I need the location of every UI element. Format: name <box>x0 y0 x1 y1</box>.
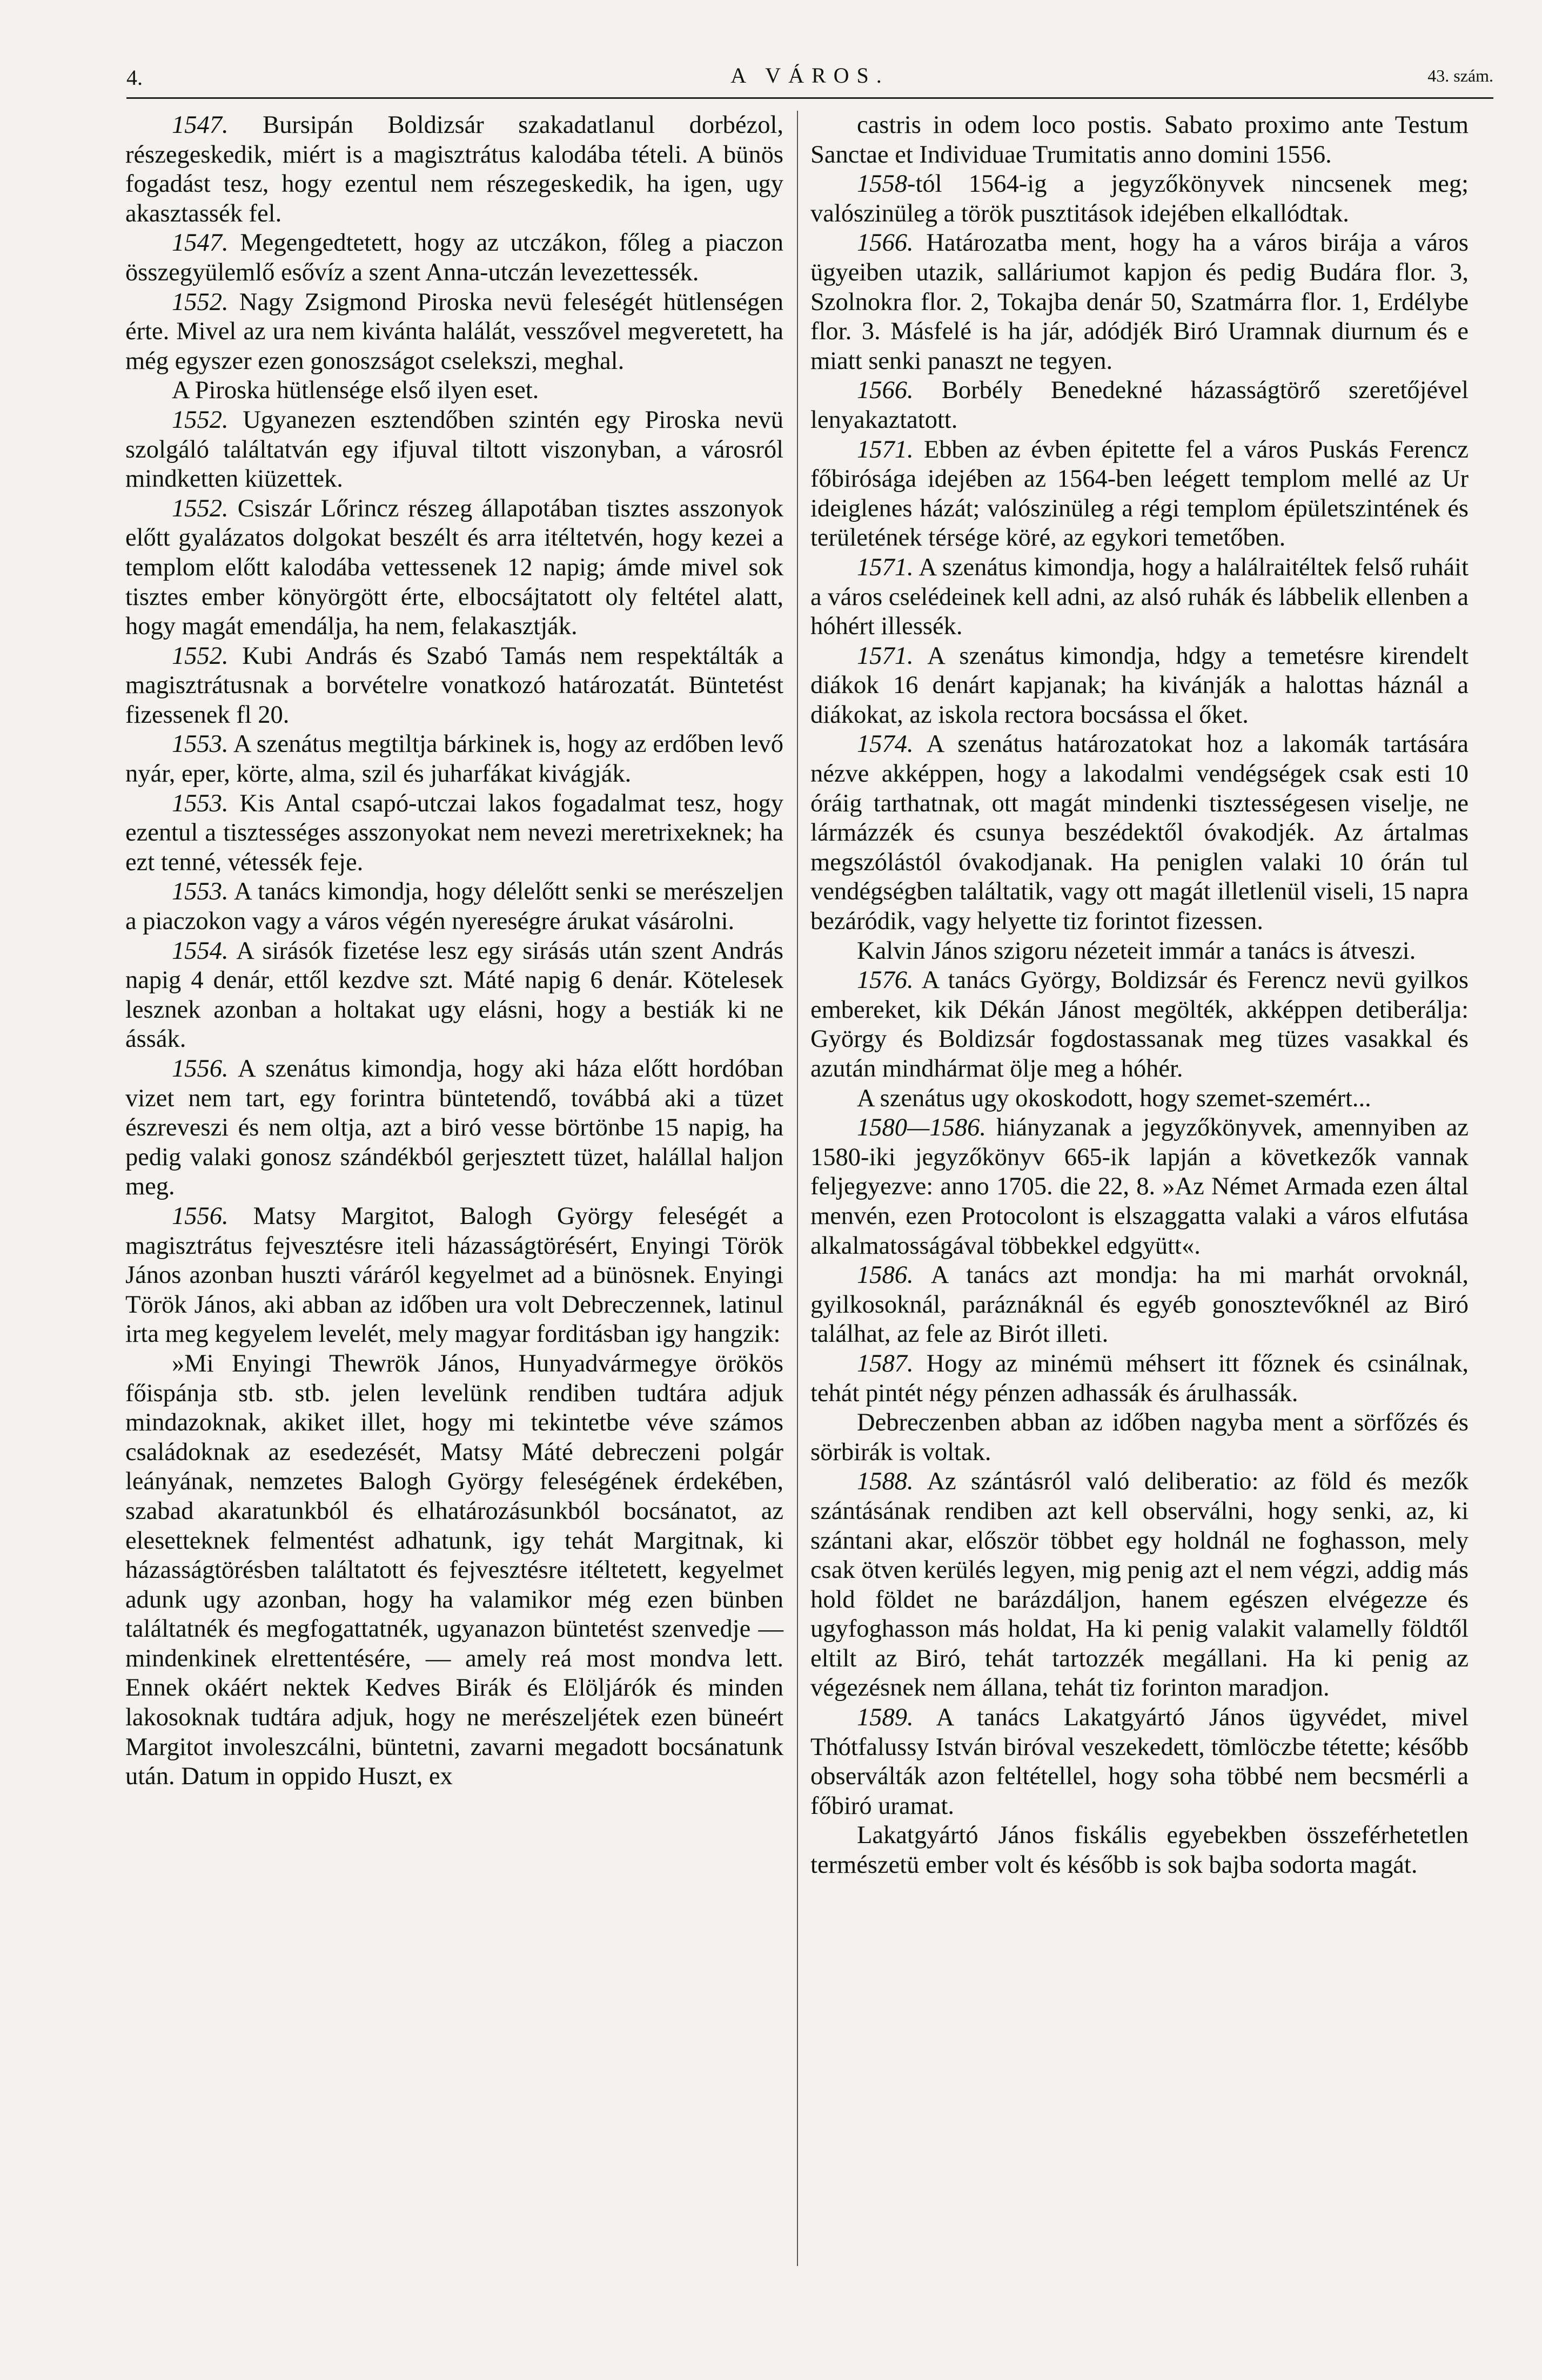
entry-year: 1576. <box>857 966 914 994</box>
paragraph <box>810 730 1469 936</box>
entry-text: Bursipán Boldizsár szakadatlanul dorbézol, részegeskedik, miért is a magisztrátus kalodába tételi. A bünös fogadást tesz, hogy ezentul nem részegeskedik, ha igen, ugy akasztassék fel. <box>125 111 783 227</box>
entry-text: A tanács Lakatgyártó János ügyvédet, mivel Thótfalussy István biróval veszekedett, tömlöczbe tétette; később observálták azon feltétellel, hogy soha többé nem becsmérli a főbiró uramat. <box>810 1704 1469 1820</box>
entry-text: A tanács György, Boldizsár és Ferencz nevü gyilkos embereket, kik Dékán Jánost megölték, akképpen detiberálja: György és Boldizsár fogdostassanak meg tüzes vasakkal és azután mindhármat ölje meg a hóhér. <box>810 966 1469 1083</box>
paragraph <box>125 111 783 228</box>
paragraph <box>125 730 783 789</box>
paragraph <box>125 877 783 936</box>
paragraph <box>810 937 1469 966</box>
page-header <box>126 60 1493 98</box>
entry-text: A sirásók fizetése lesz egy sirásás után szent András napig 4 denár, ettől kezdve szt. Máté napig 6 denár. Kötelesek lesznek azonban a holtakat ugy elásni, hogy a bestiák ki ne ássák. <box>125 937 783 1053</box>
entry-text: Borbély Benedekné házasságtörő szeretőjével lenyakaztatott. <box>810 377 1469 434</box>
page-number: 4. <box>126 65 143 90</box>
paragraph <box>125 789 783 878</box>
entry-year: 1589. <box>857 1704 914 1732</box>
entry-text: A szenátus ugy okoskodott, hogy szemet-szemért... <box>857 1084 1371 1112</box>
paragraph <box>810 170 1469 228</box>
entry-text: A tanács kimondja, hogy délelőtt senki se merészeljen a piaczokon vagy a város végén nyereségre árukat vásárolni. <box>125 878 783 936</box>
paragraph <box>125 1202 783 1349</box>
entry-text: Nagy Zsigmond Piroska nevü feleségét hütlenségen érte. Mivel az ura nem kivánta halálát, vesszővel megveretett, ha még egyszer ezen gonoszságot cselekszi, meghal. <box>125 288 783 375</box>
entry-year: 1566. <box>857 377 914 405</box>
entry-year: 1547. <box>172 229 229 257</box>
paragraph <box>125 937 783 1054</box>
entry-text: Debreczenben abban az időben nagyba ment a sörfőzés és sörbirák is voltak. <box>810 1409 1469 1466</box>
entry-year: 1553. <box>172 730 229 758</box>
entry-year: 1574. <box>857 730 914 758</box>
paragraph <box>810 228 1469 376</box>
paragraph <box>125 288 783 377</box>
entry-year: 1552. <box>172 494 229 522</box>
entry-year: 1547. <box>172 111 229 139</box>
entry-year: 1571. <box>857 553 914 581</box>
paragraph <box>810 111 1469 170</box>
entry-year: 1566. <box>857 229 914 257</box>
paragraph <box>810 1821 1469 1880</box>
entry-text: hiányzanak a jegyzőkönyvek, amennyiben az 1580-iki jegyzőkönyv 665-ik lapján a következők vannak feljegyezve: anno 1705. die 22, 8. »Az Német Armada ezen által menvén, ezen Protocolont is elszaggatta valaki a város elfutása alkalmatosságával többekkel edgyütt«. <box>810 1114 1469 1260</box>
entry-text: Kubi András és Szabó Tamás nem respektálták a magisztrátusnak a borvételre vonatkozó határozatát. Büntetést fizessenek fl 20. <box>125 642 783 729</box>
right-column <box>810 111 1469 2315</box>
entry-text: A szenátus megtiltja bárkinek is, hogy az erdőben levő nyár, eper, körte, alma, szil és juharfákat kivágják. <box>125 730 783 788</box>
paragraph <box>125 642 783 730</box>
entry-year: 1556. <box>172 1055 229 1083</box>
entry-text: Az szántásról való deliberatio: az föld és mezők szántásának rendiben azt kell observálni, hogy senki, az, ki szántani akar, először többet egy holdnál ne foghasson, mely csak ötven kerülés legyen, mig penig azt el nem végzi, addig más hold földet ne barázdáljon, hanem egészen elvégezze és ugyfoghasson más holdat, Ha ki penig valakit valamelly földtől eltilt az Biró, tehát tartozzék megállani. Ha ki penig az végezésnek nem állana, tehát tiz forinton maradjon. <box>810 1468 1469 1702</box>
header-rule <box>126 97 1493 99</box>
paragraph <box>125 1349 783 1792</box>
entry-text: Megengedtetett, hogy az utczákon, főleg a piaczon összegyülemlő esővíz a szent Anna-utczán levezettessék. <box>125 229 783 286</box>
left-column <box>125 111 783 2315</box>
entry-year: 1587. <box>857 1349 914 1377</box>
paragraph <box>810 1349 1469 1408</box>
entry-year: 1554. <box>172 937 229 965</box>
entry-text: castris in odem loco postis. Sabato proximo ante Testum Sanctae et Individuae Trumitatis anno domini 1556. <box>810 111 1469 169</box>
paragraph <box>810 1467 1469 1703</box>
entry-year: 1588. <box>857 1468 914 1496</box>
paragraph <box>810 1113 1469 1261</box>
entry-year: 1556. <box>172 1202 229 1230</box>
entry-text: A szenátus kimondja, hdgy a temetésre kirendelt diákok 16 denárt kapjanak; ha kivánják a halottas háznál a diákokat, az iskola rectora bocsássa el őket. <box>810 642 1469 729</box>
page-title: A VÁROS. <box>730 63 889 88</box>
paragraph <box>810 553 1469 642</box>
entry-text: A tanács azt mondja: ha mi marhát orvoknál, gyilkosoknál, paráznáknál és egyéb gonosztevőknél az Biró találhat, az fele az Birót illeti. <box>810 1261 1469 1348</box>
entry-text: -tól 1564-ig a jegyzőkönyvek nincsenek meg; valószinüleg a török pusztitások idejében elkallódtak. <box>810 170 1469 227</box>
entry-year: 1571. <box>857 435 914 463</box>
paragraph <box>810 642 1469 730</box>
paragraph <box>810 966 1469 1084</box>
entry-year: 1552. <box>172 406 229 434</box>
entry-text: Ebben az évben épitette fel a város Puskás Ferencz főbirósága idejében az 1564-ben leégett templom mellé az Ur ideiglenes házát; valószinüleg a régi templom épületszintének és területének térsége köré, az egykori temetőben. <box>810 435 1469 552</box>
entry-text: Határozatba ment, hogy ha a város birája a város ügyeiben utazik, salláriumot kapjon és pedig Budára flor. 3, Szolnokra flor. 2, Tokajba denár 50, Szatmárra flor. 1, Erdélybe flor. 3. Másfelé is ha jár, adódjék Biró Uramnak diurnum és e miatt senki panaszt ne tegyen. <box>810 229 1469 375</box>
entry-text: A Piroska hütlensége első ilyen eset. <box>172 377 539 405</box>
entry-year: 1553. <box>172 789 229 817</box>
paragraph <box>125 228 783 287</box>
entry-text: Kalvin János szigoru nézeteit immár a tanács is átveszi. <box>857 937 1416 965</box>
entry-year: 1553. <box>172 878 229 906</box>
entry-text: Hogy az minémü méhsert itt főznek és csinálnak, tehát pintét négy pénzen adhassák és árulhassák. <box>810 1349 1469 1407</box>
issue-number: 43. szám. <box>1427 66 1493 85</box>
paragraph <box>810 376 1469 435</box>
paragraph <box>810 435 1469 553</box>
paragraph <box>810 1261 1469 1349</box>
entry-year: 1558 <box>857 170 907 198</box>
entry-text: »Mi Enyingi Thewrök János, Hunyadvármegye örökös főispánja stb. stb. jelen levelünk rendiben tudtára adjuk mindazoknak, akiket illet, hogy mi tekintetbe véve számos családoknak az esedezését, Matsy Máté debreczeni polgár leányának, nemzetes Balogh György feleségének érdekében, szabad akaratunkból és elhatározásunkból bocsánatot, az elesetteknek felmentést adhatunk, igy tehát Margitnak, ki házasságtörésben találtatott és fejvesztésre itéltetett, kegyelmet adunk ugy azonban, hogy ha valamikor még ezen bünben találtatnék és megfogattatnék, ugyanazon büntetést szenvedje — mindenkinek elrettentésére, — amely reá most mondva lett. Ennek okáért nektek Kedves Birák és Elöljárók és minden lakosoknak tudtára adjuk, hogy ne merészeljétek ezen büneért Margitot involeszcálni, büntetni, zavarni megadott bocsánatunk után. Datum in oppido Huszt, ex <box>125 1349 783 1791</box>
paragraph <box>125 376 783 406</box>
column-divider <box>797 111 798 2266</box>
entry-text: Lakatgyártó János fiskális egyebekben összeférhetetlen természetü ember volt és később is sok bajba sodorta magát. <box>810 1821 1469 1879</box>
entry-text: A szenátus határozatokat hoz a lakomák tartására nézve akképpen, hogy a lakodalmi vendégségek csak esti 10 óráig tarthatnak, ott magát mindenki tisztességesen viselje, ne lármázzék és csunya beszédektől óvakodjék. Az ártalmas megszólástól óvakodjanak. Ha peniglen valaki 10 órán tul vendégségben találtatik, vagy ott magát illetlenül viseli, 15 napra bezáródik, vagy helyette tiz forintot fizessen. <box>810 730 1469 936</box>
entry-text: Csiszár Lőrincz részeg állapotában tisztes asszonyok előtt gyalázatos dolgokat beszélt és arra itéltetvén, hogy kezei a templom előtt kalodába vettessenek 12 napig; ámde mivel sok tisztes ember könyörgött érte, elbocsájtatott oly feltétel alatt, hogy magát emendálja, ha nem, felakasztják. <box>125 494 783 641</box>
paragraph <box>125 1054 783 1202</box>
paragraph <box>810 1408 1469 1467</box>
entry-text: Matsy Margitot, Balogh György feleségét a magisztrátus fejvesztésre iteli házasságtörésért, Enyingi Török János azonban huszti váráról kegyelmet ad a bünösnek. Enyingi Török János, aki abban az időben ura volt Debreczennek, latinul irta meg kegyelem levelét, mely magyar forditásban igy hangzik: <box>125 1202 783 1348</box>
paragraph <box>810 1703 1469 1821</box>
entry-text: Ugyanezen esztendőben szintén egy Piroska nevü szolgáló találtatván egy ifjuval tiltott viszonyban, a városról mindketten kiüzettek. <box>125 406 783 493</box>
entry-year: 1580—1586. <box>857 1114 986 1142</box>
entry-text: Kis Antal csapó-utczai lakos fogadalmat tesz, hogy ezentul a tisztességes asszonyokat nem nevezi meretrixeknek; ha ezt tenné, vétessék feje. <box>125 789 783 876</box>
entry-year: 1552. <box>172 642 229 670</box>
entry-text: A szenátus kimondja, hogy aki háza előtt hordóban vizet nem tart, egy forintra büntetendő, továbbá aki a tüzet észreveszi és nem oltja, azt a biró vesse börtönbe 15 napig, ha pedig valaki gonosz szándékból gerjesztett tüzet, halállal haljon meg. <box>125 1055 783 1201</box>
entry-text: A szenátus kimondja, hogy a halálraitéltek felső ruháit a város cselédeinek kell adni, az alsó ruhák és lábbelik ellenben a hóhért illessék. <box>810 553 1469 641</box>
paragraph <box>125 494 783 642</box>
entry-year: 1552. <box>172 288 229 316</box>
paragraph <box>125 406 783 494</box>
paragraph <box>810 1084 1469 1114</box>
entry-year: 1586. <box>857 1261 914 1289</box>
entry-year: 1571. <box>857 642 914 670</box>
